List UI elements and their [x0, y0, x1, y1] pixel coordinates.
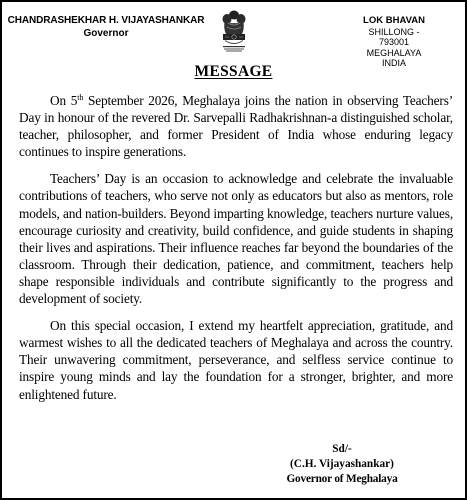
message-heading [2, 63, 465, 81]
national-emblem-icon [219, 10, 249, 54]
paragraph-1 [19, 92, 453, 160]
signature-sd: Sd/- [332, 443, 352, 455]
paragraph-1-ordinal: th [77, 93, 84, 102]
header-right-block [354, 16, 434, 69]
paragraph-1-start: On 5 [50, 93, 78, 108]
paragraph-2: Teachers’ Day is an occasion to acknowledge and celebrate the invaluable contributions of teachers, who serve not only as educators but also as mentors, role models, and nation-builders. Beyond imparting knowledge, teachers nurture values, encourage curiosity and creativity, build confidence, and guide students in shaping their lives and aspirations. Their influence reaches far beyond the boundaries of the classroom. Through their dedication, patience, and commitment, teachers help shape responsible individuals and contribute significantly to the progress and development of society. [19, 171, 453, 307]
address-line-1: SHILLONG - 793001 [368, 26, 420, 47]
message-heading-text: MESSAGE [194, 63, 273, 80]
paragraph-1-rest: September 2026, Meghalaya joins the nation in observing Teachers’ Day in honour of the revered Dr. Sarvepalli Radhakrishnan-a distinguished scholar, teacher, philosopher, and former President of India whose enduring legacy continues to inspire generations. [19, 93, 454, 160]
paragraph-3: On this special occasion, I extend my heartfelt appreciation, gratitude, and warmest wishes to all the dedicated teachers of Meghalaya and across the country. Their unwavering commitment, perseverance, and selfless service continue to inspire young minds and lay the foundation for a stronger, brighter, and more enlightened future. [19, 318, 453, 402]
signatory-name: (C.H. Vijayashankar) [290, 458, 394, 470]
signatory-designation: Governor of Meghalaya [286, 473, 398, 485]
office-title: LOK BHAVAN [363, 15, 425, 26]
signature-block [280, 442, 404, 487]
address-line-3: INDIA [381, 58, 406, 68]
governor-name: CHANDRASHEKHAR H. VIJAYASHANKAR [7, 15, 205, 26]
address-line-2: MEGHALAYA [366, 47, 422, 58]
message-body [19, 92, 453, 413]
header-left-block [6, 14, 206, 40]
governor-designation: Governor [83, 28, 129, 39]
